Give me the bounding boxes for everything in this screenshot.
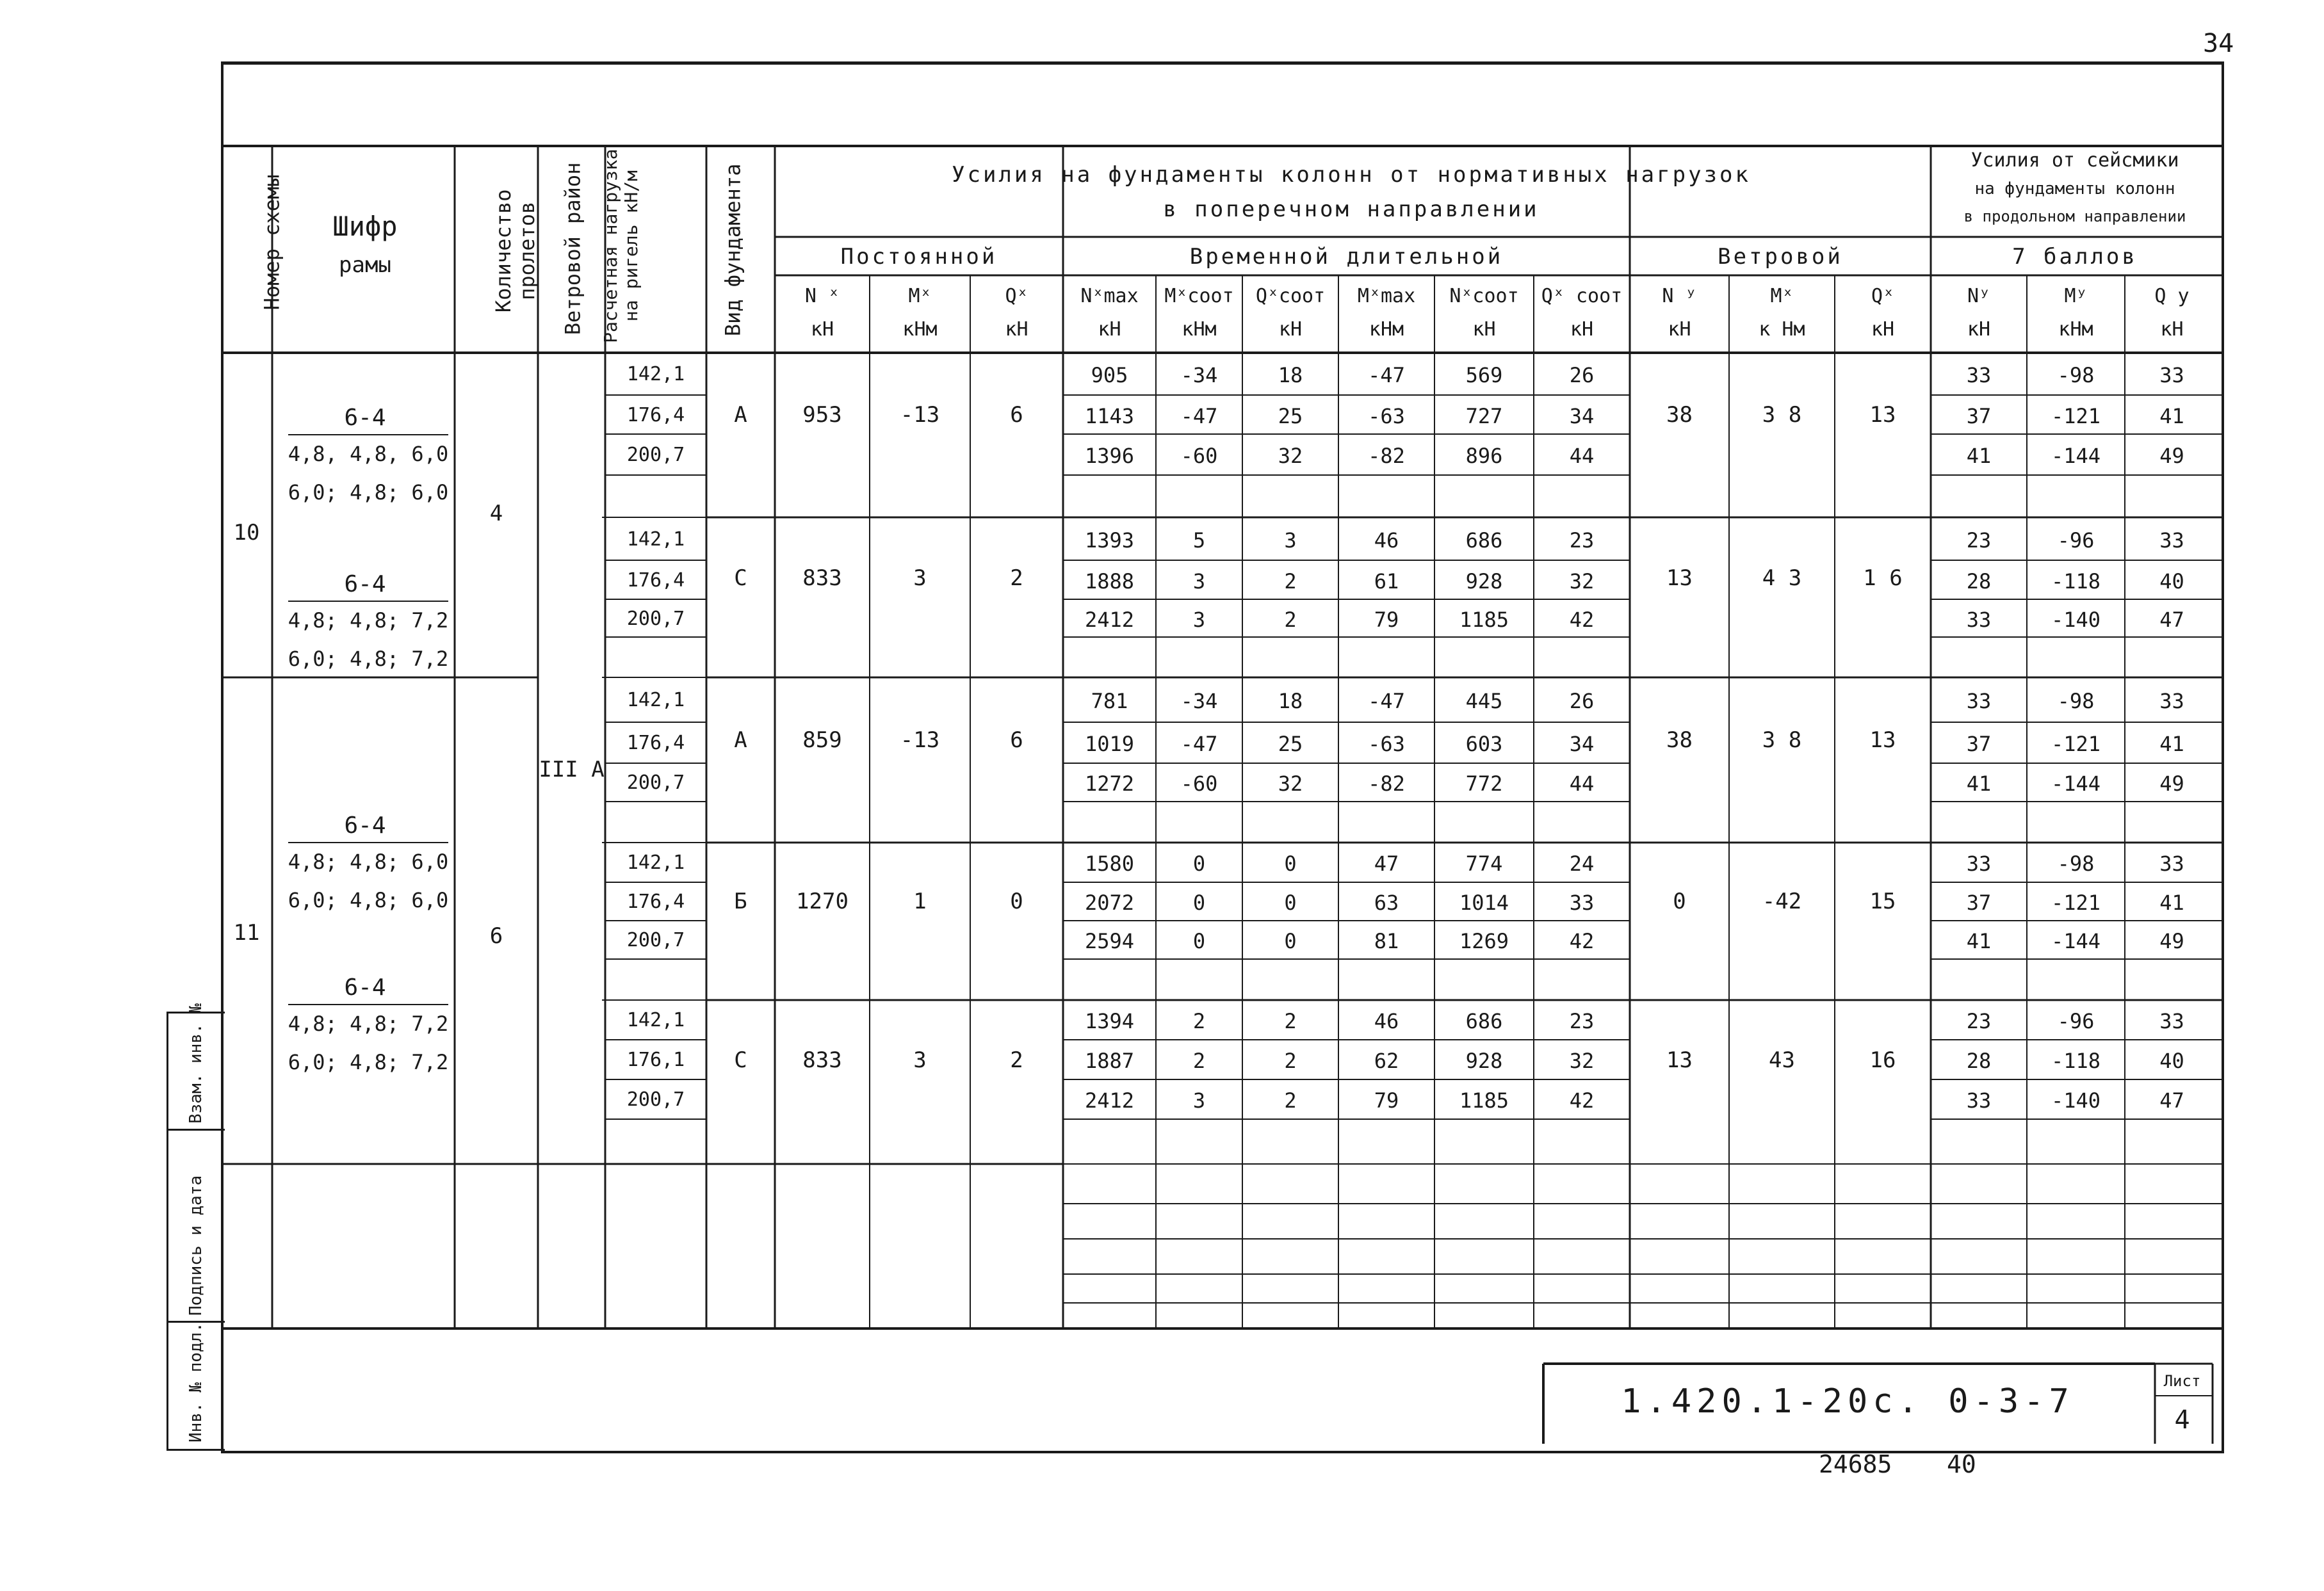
temporary-value: 25: [1278, 732, 1303, 756]
header-foundation-type: Вид фундамента: [720, 163, 745, 337]
subheader-unit: кН: [1967, 318, 1991, 341]
seismic-value: 41: [1966, 929, 1992, 953]
temporary-value: 0: [1192, 891, 1206, 915]
wind-value: 38: [1666, 727, 1693, 753]
temporary-value: 34: [1569, 732, 1595, 756]
temporary-value: 1887: [1084, 1049, 1135, 1073]
wind-value: 38: [1666, 401, 1693, 428]
temporary-value: 26: [1569, 363, 1595, 387]
load-value: 142,1: [626, 1009, 685, 1031]
wind-value: 1 6: [1863, 565, 1903, 591]
seismic-value: 41: [2159, 732, 2184, 756]
temporary-value: 928: [1465, 1049, 1503, 1073]
temporary-value: 25: [1278, 403, 1303, 428]
seismic-value: -118: [2051, 1049, 2101, 1073]
load-value: 176,1: [626, 1049, 685, 1071]
header-frame-code: [275, 205, 455, 283]
stub-label: Инв. № подл.: [186, 1322, 206, 1442]
seismic-value: -96: [2057, 1009, 2095, 1033]
seismic-value: 33: [1966, 1088, 1992, 1113]
seismic-value: 41: [2159, 891, 2184, 915]
seismic-value: 41: [1966, 771, 1992, 796]
wind-value: 13: [1666, 1047, 1693, 1073]
temporary-value: 61: [1374, 569, 1399, 594]
subheader-symbol: Nˣmax: [1080, 285, 1139, 307]
spans-count: 4: [489, 501, 503, 526]
subheader-symbol: N ʸ: [1662, 285, 1697, 307]
subheader-unit: кН: [1278, 318, 1303, 341]
seismic-value: -98: [2057, 689, 2095, 713]
temporary-value: 2: [1284, 1009, 1297, 1033]
frame-code-line-1: Шифр: [332, 211, 398, 242]
temporary-value: 81: [1374, 929, 1399, 953]
frame-code-line: 4,8; 4,8; 7,2: [288, 1012, 449, 1036]
temporary-value: 1393: [1084, 528, 1135, 553]
sheet-label: Лист: [2163, 1372, 2201, 1390]
wind-region-value: III A: [539, 757, 605, 782]
temporary-value: 445: [1465, 689, 1503, 713]
seismic-value: 40: [2159, 569, 2184, 594]
seismic-value: -121: [2051, 732, 2101, 756]
temporary-value: 34: [1569, 403, 1595, 428]
seismic-value: 33: [2159, 528, 2184, 553]
subheader-symbol: Qˣ: [1005, 285, 1028, 307]
temporary-value: 2: [1284, 1088, 1297, 1113]
seismic-value: 49: [2159, 771, 2184, 796]
header-scheme-no: Номер схемы: [259, 174, 284, 311]
temporary-value: 2: [1284, 1049, 1297, 1073]
temporary-value: 569: [1465, 363, 1503, 387]
foundation-type: А: [734, 727, 747, 753]
spans-count: 6: [489, 923, 503, 949]
temporary-value: -82: [1368, 771, 1405, 796]
header-temporary: Временной длительной: [1189, 244, 1504, 270]
seismic-value: -140: [2051, 607, 2101, 632]
wind-value: 13: [1869, 401, 1896, 428]
temporary-value: 33: [1569, 891, 1595, 915]
seismic-value: 37: [1966, 732, 1992, 756]
subheader-symbol: Nʸ: [1967, 285, 1991, 307]
frame-code-line: 6,0; 4,8; 6,0: [288, 888, 449, 912]
sheet-number: 4: [2174, 1405, 2190, 1435]
temporary-value: 1019: [1084, 732, 1135, 756]
temporary-value: 44: [1569, 444, 1595, 468]
header-spans-count: Количество пролетов: [491, 189, 539, 313]
temporary-value: 2: [1192, 1049, 1206, 1073]
permanent-value: -13: [900, 401, 940, 428]
permanent-value: 0: [1010, 889, 1023, 914]
foundation-type: С: [734, 565, 747, 591]
subheader-symbol: Qˣ: [1871, 285, 1895, 307]
load-value: 142,1: [626, 528, 685, 551]
header-wind: Ветровой: [1718, 244, 1843, 270]
temporary-value: 928: [1465, 569, 1503, 594]
seismic-value: 33: [2159, 852, 2184, 876]
frame-code-title: 6-4: [344, 974, 386, 1001]
temporary-value: 2: [1192, 1009, 1206, 1033]
temporary-value: 18: [1278, 363, 1303, 387]
seismic-value: 41: [1966, 444, 1992, 468]
temporary-value: 24: [1569, 852, 1595, 876]
scheme-number: 10: [233, 520, 260, 545]
temporary-value: 0: [1284, 929, 1297, 953]
temporary-value: 44: [1569, 771, 1595, 796]
temporary-value: 1014: [1459, 891, 1509, 915]
seismic-value: 33: [1966, 607, 1992, 632]
temporary-value: 772: [1465, 771, 1503, 796]
subheader-unit: кН: [1668, 318, 1691, 341]
permanent-value: -13: [900, 727, 940, 753]
subheader-symbol: Qˣсоот: [1255, 285, 1326, 307]
permanent-value: 833: [802, 565, 842, 591]
temporary-value: -34: [1180, 363, 1218, 387]
frame-code-line: 4,8; 4,8; 6,0: [288, 850, 449, 874]
temporary-value: 727: [1465, 403, 1503, 428]
permanent-value: 859: [802, 727, 842, 753]
temporary-value: 42: [1569, 929, 1595, 953]
foundation-type: А: [734, 401, 747, 428]
subheader-unit: кНм: [1182, 318, 1217, 341]
load-value: 142,1: [626, 363, 685, 385]
subheader-unit: кН: [2160, 318, 2184, 341]
temporary-value: 23: [1569, 1009, 1595, 1033]
subheader-symbol: Q y: [2154, 285, 2190, 307]
wind-value: 3 8: [1762, 727, 1802, 753]
permanent-value: 3: [913, 1047, 927, 1073]
seismic-value: -96: [2057, 528, 2095, 553]
load-value: 200,7: [626, 444, 685, 466]
header-balls: 7 баллов: [2012, 244, 2138, 270]
subheader-unit: кНм: [2058, 318, 2093, 341]
seismic-value: 23: [1966, 1009, 1992, 1033]
seismic-title-1: Усилия от сейсмики: [1971, 149, 2179, 172]
subheader-unit: кН: [1570, 318, 1594, 341]
temporary-value: -82: [1368, 444, 1405, 468]
temporary-value: 2: [1284, 607, 1297, 632]
subheader-symbol: Mˣmax: [1357, 285, 1416, 307]
seismic-value: 47: [2159, 607, 2184, 632]
permanent-value: 1270: [796, 889, 849, 914]
temporary-value: -47: [1368, 363, 1405, 387]
seismic-value: 49: [2159, 929, 2184, 953]
temporary-value: 686: [1465, 1009, 1503, 1033]
load-value: 176,4: [626, 891, 685, 913]
temporary-value: 79: [1374, 607, 1399, 632]
frame-code-line: 6,0; 4,8; 7,2: [288, 647, 449, 671]
footer-left: 24685: [1819, 1450, 1892, 1478]
wind-value: 15: [1869, 889, 1896, 914]
temporary-value: -47: [1180, 732, 1218, 756]
header-wind-region: Ветровой район: [560, 162, 585, 335]
seismic-title-2: на фундаменты колонн: [1974, 179, 2175, 198]
temporary-value: 3: [1192, 1088, 1206, 1113]
temporary-value: 1185: [1459, 1088, 1509, 1113]
frame-code-line-2: рамы: [339, 252, 391, 279]
frame-code-title: 6-4: [344, 571, 386, 597]
stub-label: Подпись и дата: [186, 1175, 206, 1316]
frame-code-line: 4,8; 4,8; 7,2: [288, 608, 449, 633]
subheader-unit: кНм: [902, 318, 938, 341]
temporary-value: 0: [1284, 891, 1297, 915]
temporary-value: 18: [1278, 689, 1303, 713]
temporary-value: 1185: [1459, 607, 1509, 632]
permanent-value: 1: [913, 889, 927, 914]
temporary-value: 63: [1374, 891, 1399, 915]
subheader-unit: кН: [1472, 318, 1496, 341]
subheader-unit: кН: [1005, 318, 1028, 341]
temporary-value: 2412: [1084, 1088, 1135, 1113]
seismic-value: 33: [1966, 689, 1992, 713]
subheader-unit: кНм: [1369, 318, 1404, 341]
frame-code-line: 4,8, 4,8, 6,0: [288, 442, 449, 466]
subheader-unit: кН: [1871, 318, 1895, 341]
temporary-value: 2: [1284, 569, 1297, 594]
temporary-value: -47: [1180, 403, 1218, 428]
seismic-value: 28: [1966, 569, 1992, 594]
scheme-number: 11: [233, 920, 260, 946]
temporary-value: -60: [1180, 444, 1218, 468]
temporary-value: 905: [1091, 363, 1128, 387]
temporary-value: 3: [1192, 607, 1206, 632]
seismic-value: 41: [2159, 403, 2184, 428]
temporary-value: 23: [1569, 528, 1595, 553]
permanent-value: 2: [1010, 565, 1023, 591]
temporary-value: -63: [1368, 403, 1405, 428]
temporary-value: 1580: [1084, 852, 1135, 876]
frame-code-line: 6,0; 4,8; 7,2: [288, 1050, 449, 1074]
temporary-value: 896: [1465, 444, 1503, 468]
wind-value: -42: [1762, 889, 1802, 914]
temporary-value: 0: [1192, 929, 1206, 953]
subheader-unit: кН: [810, 318, 834, 341]
temporary-value: 1143: [1084, 403, 1135, 428]
load-value: 176,4: [626, 732, 685, 754]
seismic-value: -121: [2051, 891, 2101, 915]
subheader-symbol: Nˣсоот: [1449, 285, 1519, 307]
temporary-value: -34: [1180, 689, 1218, 713]
seismic-value: 49: [2159, 444, 2184, 468]
seismic-value: 23: [1966, 528, 1992, 553]
seismic-value: 28: [1966, 1049, 1992, 1073]
seismic-value: -144: [2051, 771, 2101, 796]
seismic-value: 33: [1966, 363, 1992, 387]
load-value: 200,7: [626, 929, 685, 951]
temporary-value: 26: [1569, 689, 1595, 713]
temporary-value: 79: [1374, 1088, 1399, 1113]
subheader-unit: кН: [1098, 318, 1121, 341]
seismic-value: -140: [2051, 1088, 2101, 1113]
temporary-value: 1888: [1084, 569, 1135, 594]
load-value: 200,7: [626, 607, 685, 630]
subheader-symbol: Qˣ соот: [1541, 285, 1623, 307]
temporary-value: 603: [1465, 732, 1503, 756]
subheader-symbol: Mˣ: [1770, 285, 1794, 307]
temporary-value: 0: [1192, 852, 1206, 876]
temporary-value: 47: [1374, 852, 1399, 876]
temporary-value: 0: [1284, 852, 1297, 876]
permanent-value: 953: [802, 401, 842, 428]
permanent-value: 6: [1010, 401, 1023, 428]
temporary-value: 781: [1091, 689, 1128, 713]
temporary-value: -63: [1368, 732, 1405, 756]
foundation-type: Б: [734, 889, 747, 914]
wind-value: 3 8: [1762, 401, 1802, 428]
permanent-value: 6: [1010, 727, 1023, 753]
subheader-symbol: Mʸ: [2064, 285, 2088, 307]
temporary-value: 5: [1192, 528, 1206, 553]
temporary-value: 2594: [1084, 929, 1135, 953]
temporary-value: 1272: [1084, 771, 1135, 796]
subheader-symbol: N ˣ: [804, 285, 840, 307]
temporary-value: 2072: [1084, 891, 1135, 915]
page-number: 34: [2203, 29, 2234, 58]
seismic-value: -98: [2057, 363, 2095, 387]
header-permanent: Постоянной: [840, 244, 998, 270]
load-value: 142,1: [626, 689, 685, 711]
temporary-value: 42: [1569, 607, 1595, 632]
stub-label: Взам. инв. №: [186, 1003, 206, 1124]
seismic-value: -121: [2051, 403, 2101, 428]
temporary-value: 686: [1465, 528, 1503, 553]
temporary-value: 2412: [1084, 607, 1135, 632]
seismic-value: -144: [2051, 929, 2101, 953]
permanent-value: 2: [1010, 1047, 1023, 1073]
seismic-value: 33: [2159, 363, 2184, 387]
load-value: 200,7: [626, 771, 685, 794]
temporary-value: 62: [1374, 1049, 1399, 1073]
wind-value: 43: [1769, 1047, 1795, 1073]
temporary-value: 1269: [1459, 929, 1509, 953]
subheader-symbol: Mˣ: [908, 285, 932, 307]
temporary-value: 1394: [1084, 1009, 1135, 1033]
footer-right: 40: [1947, 1450, 1976, 1478]
permanent-value: 833: [802, 1047, 842, 1073]
load-value: 176,4: [626, 403, 685, 426]
wind-value: 4 3: [1762, 565, 1802, 591]
permanent-value: 3: [913, 565, 927, 591]
seismic-value: 33: [1966, 852, 1992, 876]
temporary-value: 3: [1192, 569, 1206, 594]
temporary-value: 32: [1278, 771, 1303, 796]
temporary-value: 3: [1284, 528, 1297, 553]
temporary-value: 32: [1278, 444, 1303, 468]
seismic-value: 40: [2159, 1049, 2184, 1073]
frame-code-line: 6,0; 4,8; 6,0: [288, 480, 449, 505]
temporary-value: 46: [1374, 1009, 1399, 1033]
temporary-value: 32: [1569, 1049, 1595, 1073]
seismic-value: 47: [2159, 1088, 2184, 1113]
drawing-code: 1.420.1-20с. 0-3-7: [1621, 1382, 2074, 1421]
wind-value: 0: [1673, 889, 1686, 914]
temporary-value: 46: [1374, 528, 1399, 553]
temporary-value: 1396: [1084, 444, 1135, 468]
seismic-value: 33: [2159, 1009, 2184, 1033]
temporary-value: 32: [1569, 569, 1595, 594]
temporary-value: 774: [1465, 852, 1503, 876]
frame-code-title: 6-4: [344, 812, 386, 839]
seismic-value: -118: [2051, 569, 2101, 594]
seismic-value: -144: [2051, 444, 2101, 468]
load-value: 176,4: [626, 569, 685, 592]
seismic-value: 37: [1966, 403, 1992, 428]
temporary-value: 42: [1569, 1088, 1595, 1113]
wind-value: 13: [1869, 727, 1896, 753]
subheader-unit: к Нм: [1759, 318, 1805, 341]
wind-value: 13: [1666, 565, 1693, 591]
foundation-type: С: [734, 1047, 747, 1073]
seismic-title-3: в продольном направлении: [1963, 207, 2186, 225]
normative-title-2: в поперечном направлении: [1163, 197, 1540, 222]
subheader-symbol: Mˣсоот: [1164, 285, 1234, 307]
seismic-value: -98: [2057, 852, 2095, 876]
seismic-value: 33: [2159, 689, 2184, 713]
header-design-load: Расчетная нагрузка на ригель кН/м: [599, 149, 642, 343]
load-value: 142,1: [626, 852, 685, 874]
wind-value: 16: [1869, 1047, 1896, 1073]
frame-code-title: 6-4: [344, 405, 386, 431]
load-value: 200,7: [626, 1088, 685, 1111]
temporary-value: -60: [1180, 771, 1218, 796]
normative-title-1: Усилия на фундаменты колонн от нормативных нагрузок: [952, 162, 1751, 188]
temporary-value: -47: [1368, 689, 1405, 713]
seismic-value: 37: [1966, 891, 1992, 915]
